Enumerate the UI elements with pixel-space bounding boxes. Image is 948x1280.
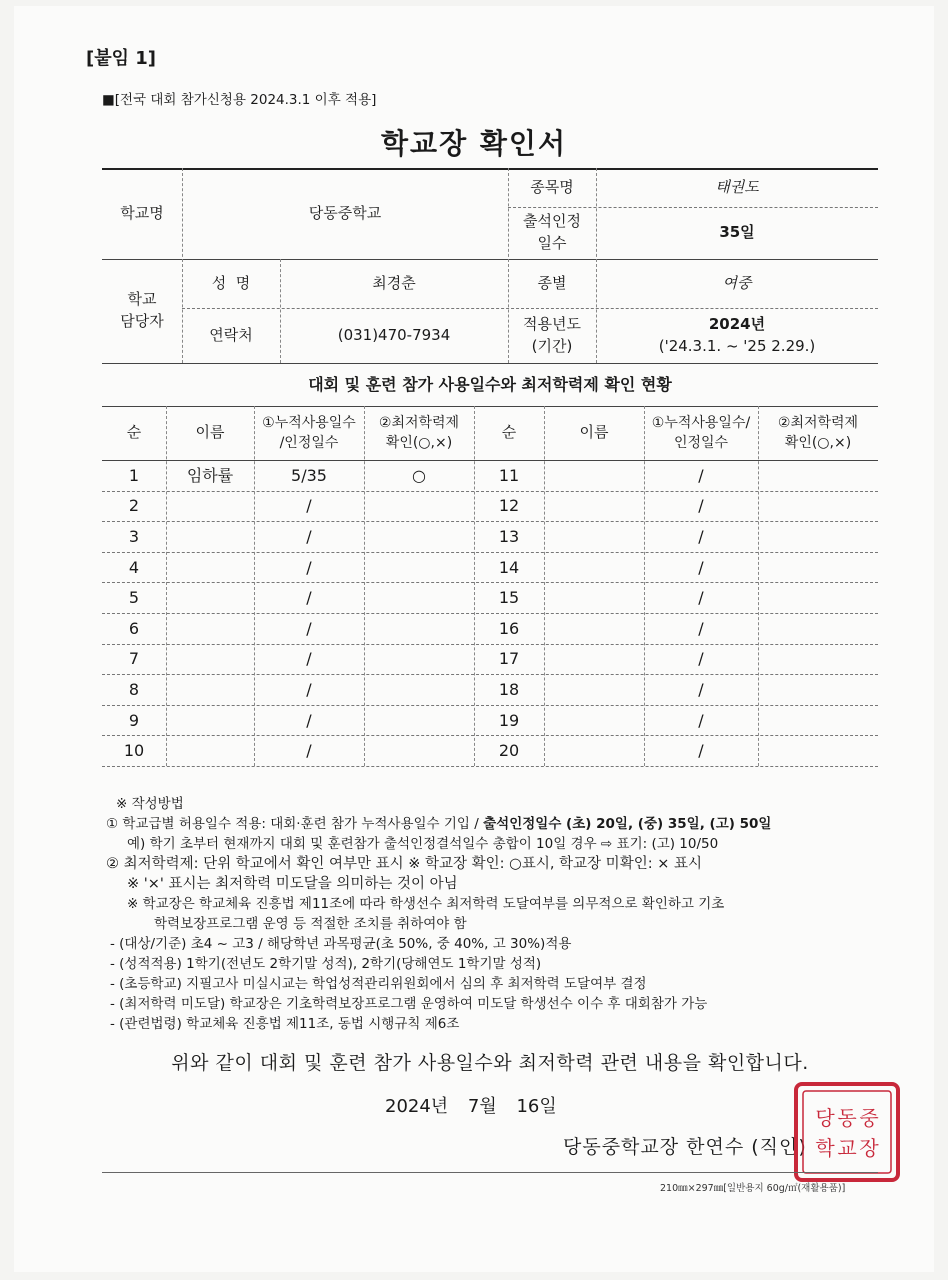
attachment-label: [붙임 1] bbox=[86, 48, 157, 69]
row-divider bbox=[102, 766, 878, 767]
row-no-right: 11 bbox=[498, 465, 520, 485]
row-name bbox=[166, 705, 254, 736]
principal-signature: 당동중학교장 한연수 (직인) bbox=[563, 1136, 807, 1158]
row-no-right: 14 bbox=[498, 557, 520, 577]
svg-text:학: 학 bbox=[815, 1136, 835, 1160]
footer-rule bbox=[102, 1172, 878, 1173]
header-check-right: ②최저학력제 확인(○,×) bbox=[777, 414, 859, 451]
row-check bbox=[364, 705, 474, 736]
manager-name: 최경춘 bbox=[372, 273, 416, 292]
gender-label: 종별 bbox=[537, 273, 567, 292]
note-1-text: ① 학교급별 허용일수 적용: 대회·훈련 참가 누적사용일수 기입 / bbox=[106, 816, 484, 832]
school-label: 학교명 bbox=[120, 203, 164, 222]
svg-text:중: 중 bbox=[859, 1106, 879, 1130]
svg-text:장: 장 bbox=[859, 1136, 879, 1160]
header-name-right: 이름 bbox=[579, 423, 609, 442]
header-days-right: ①누적사용일수/ 인정일수 bbox=[651, 414, 751, 451]
row-check bbox=[364, 674, 474, 705]
row-days: / bbox=[306, 679, 312, 699]
header-name: 이름 bbox=[195, 423, 225, 442]
period-value: ('24.3.1. ~ '25 2.29.) bbox=[658, 336, 816, 355]
header-no-right: 순 bbox=[501, 423, 517, 442]
svg-text:당: 당 bbox=[815, 1106, 835, 1130]
row-days-right: / bbox=[698, 618, 704, 638]
row-days: / bbox=[306, 710, 312, 730]
column-divider bbox=[544, 406, 545, 766]
column-divider bbox=[254, 406, 255, 766]
column-divider bbox=[758, 406, 759, 766]
row-days: / bbox=[306, 618, 312, 638]
issue-date: 2024년 7월 16일 bbox=[385, 1096, 557, 1117]
paper-spec-footer: 210㎜×297㎜[일반용지 60g/㎡(재활용품)] bbox=[660, 1183, 846, 1194]
header-days: ①누적사용일수 /인정일수 bbox=[262, 414, 356, 451]
row-days-right: / bbox=[698, 741, 704, 761]
note-8: - (최저학력 미도달) 학교장은 기초학력보장프로그램 운영하여 미도달 학생선수 이수 후 대회참가 가능 bbox=[110, 996, 708, 1012]
official-seal-icon bbox=[792, 1080, 902, 1184]
note-1-bold: 출석인정일수 (초) 20일, (중) 35일, (고) 50일 bbox=[483, 816, 772, 832]
row-check bbox=[364, 613, 474, 644]
attend-value: 35일 bbox=[719, 223, 755, 242]
row-no: 8 bbox=[128, 679, 140, 699]
row-check bbox=[364, 552, 474, 583]
row-days-right: / bbox=[698, 465, 704, 485]
notes-heading: ※ 작성방법 bbox=[116, 796, 184, 812]
note-9: - (관련법령) 학교체육 진흥법 제11조, 동법 시행규칙 제6조 bbox=[110, 1016, 460, 1032]
contact-value: (031)470-7934 bbox=[337, 325, 451, 344]
document-title: 학교장 확인서 bbox=[380, 127, 568, 160]
row-no-right: 19 bbox=[498, 710, 520, 730]
confirmation-statement: 위와 같이 대회 및 훈련 참가 사용일수와 최저학력 관련 내용을 확인합니다. bbox=[171, 1052, 809, 1074]
year-cell bbox=[596, 308, 878, 363]
year-value: 2024년 bbox=[708, 314, 766, 333]
row-no: 6 bbox=[128, 618, 140, 638]
note-6: - (성적적용) 1학기(전년도 2학기말 성적), 2학기(당해연도 1학기말 성적) bbox=[110, 956, 542, 972]
header-no: 순 bbox=[126, 423, 142, 442]
row-check: ○ bbox=[412, 465, 426, 485]
row-check bbox=[364, 491, 474, 522]
note-2: ② 최저학력제: 단위 학교에서 확인 여부만 표시 ※ 학교장 확인: ○표시, 학교장 미확인: × 표시 bbox=[106, 856, 702, 872]
row-check bbox=[364, 735, 474, 766]
row-days-right: / bbox=[698, 649, 704, 669]
column-divider bbox=[166, 406, 167, 766]
note-4-cont: 학력보장프로그램 운영 등 적절한 조치를 취하여야 함 bbox=[154, 916, 467, 932]
sport-value: 태권도 bbox=[715, 177, 759, 196]
row-name: 임하률 bbox=[186, 465, 234, 485]
row-check bbox=[364, 521, 474, 552]
row-name bbox=[166, 613, 254, 644]
info-line bbox=[102, 363, 878, 364]
row-no-right: 17 bbox=[498, 649, 520, 669]
note-1-example: 예) 학기 초부터 현재까지 대회 및 훈련참가 출석인정결석일수 총합이 10일 경우 ⇨ 표기: (고) 10/50 bbox=[127, 836, 719, 852]
row-days: / bbox=[306, 741, 312, 761]
gender-value: 여중 bbox=[722, 273, 752, 292]
svg-text:동: 동 bbox=[837, 1106, 857, 1130]
row-no: 4 bbox=[128, 557, 140, 577]
column-divider bbox=[644, 406, 645, 766]
application-note: ■[전국 대회 참가신청용 2024.3.1 이후 적용] bbox=[102, 92, 377, 108]
year-label: 적용년도 (기간) bbox=[523, 314, 581, 355]
note-3: ※ '×' 표시는 최저학력 미도달을 의미하는 것이 아님 bbox=[127, 876, 458, 892]
note-7: - (초등학교) 지필고사 미실시교는 학업성적관리위원회에서 심의 후 최저학력 도달여부 결정 bbox=[110, 976, 647, 992]
row-days: / bbox=[306, 557, 312, 577]
row-no-right: 15 bbox=[498, 588, 520, 608]
row-name bbox=[166, 674, 254, 705]
name-label: 성 명 bbox=[211, 273, 251, 292]
svg-text:교: 교 bbox=[837, 1136, 857, 1160]
row-days-right: / bbox=[698, 526, 704, 546]
row-no: 5 bbox=[128, 588, 140, 608]
contact-label: 연락처 bbox=[209, 325, 253, 344]
column-divider bbox=[364, 406, 365, 766]
row-name bbox=[166, 644, 254, 675]
row-days: / bbox=[306, 649, 312, 669]
row-days-right: / bbox=[698, 679, 704, 699]
note-5: - (대상/기준) 초4 ~ 고3 / 해당학년 과목평균(초 50%, 중 40%, 고 30%)적용 bbox=[110, 936, 572, 952]
row-days-right: / bbox=[698, 496, 704, 516]
status-table-title: 대회 및 훈련 참가 사용일수와 최저학력제 확인 현황 bbox=[308, 375, 672, 394]
row-name bbox=[166, 491, 254, 522]
attend-label: 출석인정 일수 bbox=[523, 212, 581, 252]
column-divider bbox=[474, 406, 475, 766]
row-no-right: 20 bbox=[498, 741, 520, 761]
row-no: 1 bbox=[128, 465, 140, 485]
row-days: / bbox=[306, 588, 312, 608]
row-check bbox=[364, 582, 474, 613]
writing-instructions bbox=[106, 794, 771, 1034]
row-name bbox=[166, 735, 254, 766]
row-no-right: 13 bbox=[498, 526, 520, 546]
row-days: / bbox=[306, 496, 312, 516]
row-days: 5/35 bbox=[291, 465, 327, 485]
note-1 bbox=[106, 814, 771, 834]
header-check: ②최저학력제 확인(○,×) bbox=[378, 414, 460, 451]
sport-label: 종목명 bbox=[530, 177, 574, 196]
row-name bbox=[166, 582, 254, 613]
row-no-right: 12 bbox=[498, 496, 520, 516]
row-check bbox=[364, 644, 474, 675]
row-days-right: / bbox=[698, 588, 704, 608]
row-no: 9 bbox=[128, 710, 140, 730]
row-name bbox=[166, 521, 254, 552]
row-days-right: / bbox=[698, 710, 704, 730]
school-name: 당동중학교 bbox=[308, 203, 382, 222]
row-days: / bbox=[306, 526, 312, 546]
row-no: 7 bbox=[128, 649, 140, 669]
row-no: 2 bbox=[128, 496, 140, 516]
row-days-right: / bbox=[698, 557, 704, 577]
manager-label: 학교 담당자 bbox=[120, 290, 164, 330]
row-no: 3 bbox=[128, 526, 140, 546]
row-no-right: 16 bbox=[498, 618, 520, 638]
row-no: 10 bbox=[123, 741, 145, 761]
note-4: ※ 학교장은 학교체육 진흥법 제11조에 따라 학생선수 최저학력 도달여부를 의무적으로 확인하고 기초 bbox=[127, 896, 725, 912]
row-no-right: 18 bbox=[498, 679, 520, 699]
row-name bbox=[166, 552, 254, 583]
